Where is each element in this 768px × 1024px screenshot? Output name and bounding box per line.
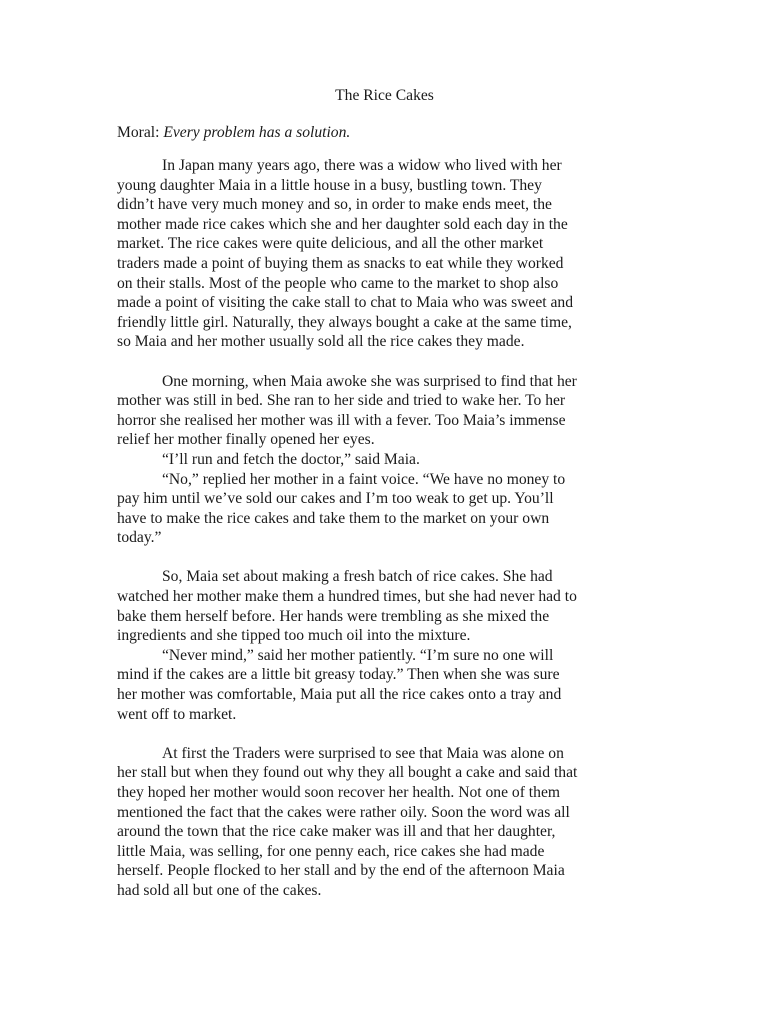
moral-colon: : xyxy=(155,124,164,141)
paragraph-7 xyxy=(117,744,652,901)
document-page xyxy=(117,86,652,901)
text-line: went off to market. xyxy=(117,705,237,723)
text-line: her stall but when they found out why they all bought a cake and said that xyxy=(117,764,578,782)
text-line: market. The rice cakes were quite delicious, and all the other market xyxy=(117,235,544,253)
moral-text: Every problem has a solution. xyxy=(163,124,351,141)
text-line: today.” xyxy=(117,529,162,547)
text-line: on their stalls. Most of the people who came to the market to shop also xyxy=(117,274,559,292)
text-line: her mother was comfortable, Maia put all the rice cakes onto a tray and xyxy=(117,686,562,704)
text-line: made a point of visiting the cake stall to chat to Maia who was sweet and xyxy=(117,294,573,312)
text-line: mother made rice cakes which she and her daughter sold each day in the xyxy=(117,215,568,233)
paragraph-2 xyxy=(117,372,652,450)
moral-label: Moral xyxy=(117,124,156,141)
text-line: In Japan many years ago, there was a widow who lived with her xyxy=(162,157,562,174)
text-line: herself. People flocked to her stall and by the end of the afternoon Maia xyxy=(117,862,565,880)
document-title: The Rice Cakes xyxy=(335,87,434,104)
text-line: At first the Traders were surprised to see that Maia was alone on xyxy=(162,744,564,762)
text-line: bake them herself before. Her hands were trembling as she mixed the xyxy=(117,607,550,625)
paragraph-4 xyxy=(117,470,652,548)
text-line: “No,” replied her mother in a faint voice. “We have no money to xyxy=(162,470,566,488)
text-line: have to make the rice cakes and take them to the market on your own xyxy=(117,509,550,527)
text-line: around the town that the rice cake maker was ill and that her daughter, xyxy=(117,823,556,841)
paragraph-6 xyxy=(117,646,652,724)
text-line: friendly little girl. Naturally, they always bought a cake at the same time, xyxy=(117,313,572,331)
text-line: little Maia, was selling, for one penny each, rice cakes she had made xyxy=(117,842,545,860)
text-line: ingredients and she tipped too much oil into the mixture. xyxy=(117,627,471,645)
text-line: So, Maia set about making a fresh batch of rice cakes. She had xyxy=(162,568,553,586)
text-line: pay him until we’ve sold our cakes and I’m too weak to get up. You’ll xyxy=(117,490,554,508)
text-line: they hoped her mother would soon recover her health. Not one of them xyxy=(117,784,560,801)
text-line: mind if the cakes are a little bit greasy today.” Then when she was sure xyxy=(117,666,560,684)
text-line: mother was still in bed. She ran to her side and tried to wake her. To her xyxy=(117,392,566,410)
text-line: horror she realised her mother was ill with a fever. Too Maia’s immense xyxy=(117,411,566,429)
text-line: watched her mother make them a hundred times, but she had never had to xyxy=(117,588,577,606)
text-line: “I’ll run and fetch the doctor,” said Maia. xyxy=(162,450,420,468)
text-line: had sold all but one of the cakes. xyxy=(117,881,322,899)
moral-line xyxy=(117,123,652,143)
text-line: One morning, when Maia awoke she was surprised to find that her xyxy=(162,372,577,390)
text-line: young daughter Maia in a little house in a busy, bustling town. They xyxy=(117,176,542,194)
text-line: traders made a point of buying them as snacks to eat while they worked xyxy=(117,254,564,272)
text-line: relief her mother finally opened her eyes. xyxy=(117,431,375,449)
text-line: so Maia and her mother usually sold all the rice cakes they made. xyxy=(117,333,525,351)
text-line: “Never mind,” said her mother patiently. “I’m sure no one will xyxy=(162,646,554,664)
text-line: didn’t have very much money and so, in order to make ends meet, the xyxy=(117,196,552,214)
paragraph-3 xyxy=(117,450,652,470)
paragraph-5 xyxy=(117,567,652,645)
paragraph-1 xyxy=(117,156,652,352)
text-line: mentioned the fact that the cakes were rather oily. Soon the word was all xyxy=(117,803,570,821)
